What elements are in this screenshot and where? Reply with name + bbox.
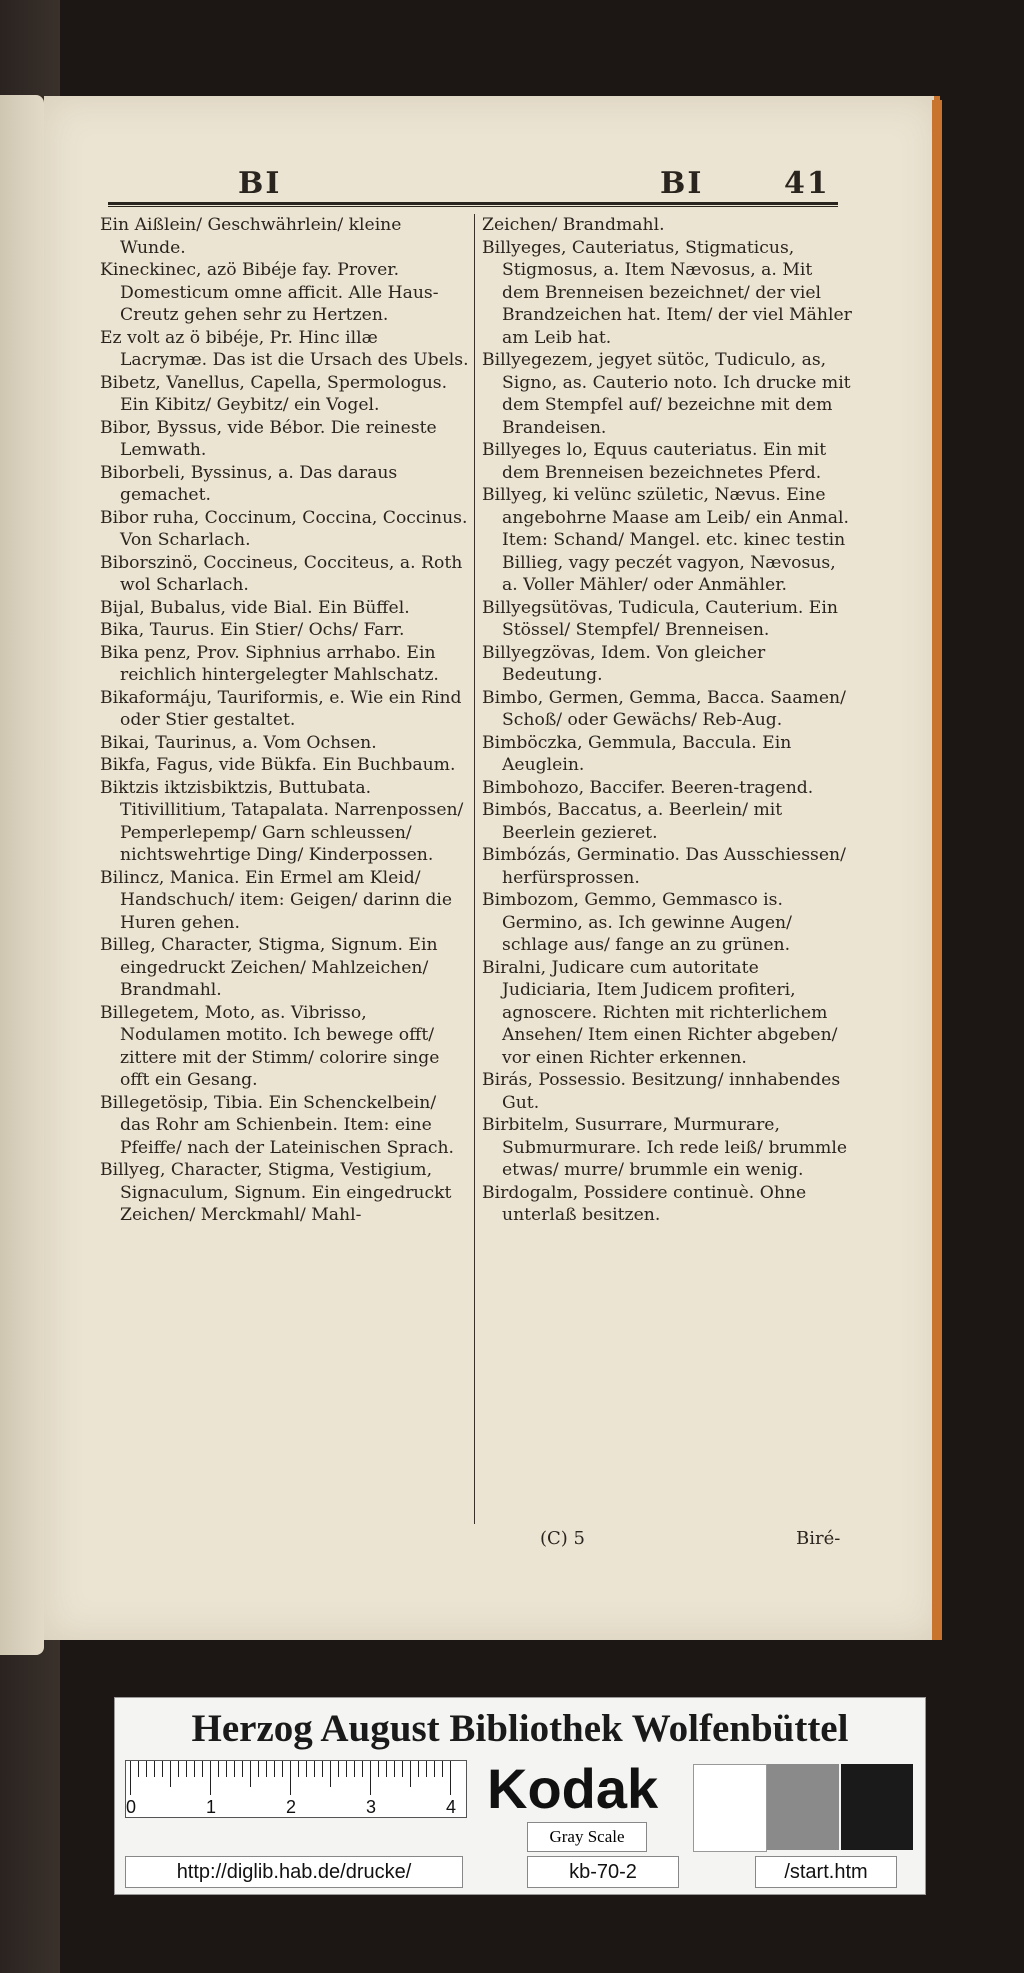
dictionary-entry: Bimbohozo, Baccifer. Beeren-tragend. bbox=[482, 777, 814, 798]
catchword: Biré- bbox=[796, 1528, 841, 1549]
ruler-tick bbox=[330, 1761, 331, 1787]
signature-mark: (C) 5 bbox=[540, 1528, 585, 1549]
ruler-tick bbox=[418, 1761, 419, 1777]
dictionary-entry: Bibetz, Vanellus, Capella, Spermologus. Ein Kibitz/ Geybitz/ ein Vogel. bbox=[100, 372, 448, 415]
ruler-tick bbox=[402, 1761, 403, 1777]
dictionary-entry: Biborbeli, Byssinus, a. Das daraus gemachet. bbox=[100, 462, 398, 505]
ruler-tick bbox=[426, 1761, 427, 1777]
dictionary-entry: Birás, Possessio. Besitzung/ innhabendes Gut. bbox=[482, 1070, 841, 1113]
header-right: BI bbox=[660, 166, 704, 201]
dictionary-entry: Billyeg, ki velünc születic, Nævus. Eine angebohrne Maase am Leib/ ein Anmal. Item: Schand/ Mangel. etc. kinec testin Billieg, vagy peczét vagyon, Nævosus, a. Voller Mähler/ oder Anmähler. bbox=[482, 485, 849, 595]
dictionary-entry: Billyegezem, jegyet sütöc, Tudiculo, as, Signo, as. Cauterio noto. Ich drucke mit dem Stempfel auf/ bezeichne mit dem Brandeisen. bbox=[482, 350, 851, 438]
page-edge bbox=[932, 100, 942, 1640]
ruler-tick bbox=[354, 1761, 355, 1777]
swatch-white bbox=[693, 1764, 767, 1852]
page-number: 41 bbox=[784, 166, 830, 201]
ruler-tick bbox=[314, 1761, 315, 1777]
dictionary-entry: Bikaformáju, Tauriformis, e. Wie ein Rind oder Stier gestaltet. bbox=[100, 687, 462, 730]
dictionary-entry: Bibor ruha, Coccinum, Coccina, Coccinus. Von Scharlach. bbox=[100, 507, 468, 550]
ruler-tick bbox=[266, 1761, 267, 1777]
ruler-number: 4 bbox=[446, 1797, 457, 1817]
dictionary-entry: Biborszinö, Coccineus, Cocciteus, a. Roth wol Scharlach. bbox=[100, 552, 463, 595]
ruler-tick bbox=[162, 1761, 163, 1777]
color-card bbox=[114, 1697, 926, 1895]
ruler-tick bbox=[386, 1761, 387, 1777]
ruler-number: 0 bbox=[126, 1797, 137, 1817]
dictionary-entry: Billyegzövas, Idem. Von gleicher Bedeutung. bbox=[482, 642, 766, 685]
ruler-tick bbox=[322, 1761, 323, 1777]
ruler-tick bbox=[202, 1761, 203, 1777]
ruler-tick bbox=[218, 1761, 219, 1777]
column-divider bbox=[474, 214, 475, 1524]
ruler-tick bbox=[410, 1761, 411, 1787]
ruler-tick bbox=[170, 1761, 171, 1787]
ruler-number: 3 bbox=[366, 1797, 377, 1817]
ruler-tick bbox=[290, 1761, 291, 1795]
dictionary-entry: Bimböczka, Gemmula, Baccula. Ein Aeuglein. bbox=[482, 732, 792, 775]
dictionary-entry: Biralni, Judicare cum autoritate Judiciaria, Item Judicem profiteri, agnoscere. Richten mit richterlichem Ansehen/ Item einen Richter abgeben/ vor einen Richter erkennen. bbox=[482, 957, 838, 1068]
ruler-tick bbox=[434, 1761, 435, 1777]
ruler-tick bbox=[362, 1761, 363, 1777]
dictionary-entry: Bika, Taurus. Ein Stier/ Ochs/ Farr. bbox=[100, 620, 405, 640]
dictionary-entry: Birdogalm, Possidere continuè. Ohne unterlaß besitzen. bbox=[482, 1182, 807, 1225]
left-column bbox=[100, 214, 470, 1227]
dictionary-entry: Ein Aißlein/ Geschwährlein/ kleine Wunde. bbox=[100, 215, 402, 258]
dictionary-entry: Bibor, Byssus, vide Bébor. Die reineste Lemwath. bbox=[100, 417, 437, 460]
ruler-tick bbox=[298, 1761, 299, 1777]
dictionary-entry: Bikfa, Fagus, vide Bükfa. Ein Buchbaum. bbox=[100, 755, 456, 775]
ruler-tick bbox=[442, 1761, 443, 1777]
dictionary-entry: Bimbózás, Germinatio. Das Ausschiessen/ herfürsprossen. bbox=[482, 845, 846, 888]
header-left: BI bbox=[238, 166, 282, 201]
dictionary-entry: Biktzis iktzisbiktzis, Buttubata. Titivillitium, Tatapalata. Narrenpossen/ Pemperlepemp/ Garn schleussen/ nichtswehrtige Ding/ Kinderpossen. bbox=[100, 777, 464, 865]
header-rule bbox=[108, 202, 838, 205]
swatch-black bbox=[841, 1764, 913, 1850]
dictionary-entry: Bijal, Bubalus, vide Bial. Ein Büffel. bbox=[100, 597, 410, 618]
url-label: http://diglib.hab.de/drucke/ bbox=[125, 1856, 463, 1888]
swatch-gray bbox=[767, 1764, 839, 1850]
ruler-tick bbox=[186, 1761, 187, 1777]
dictionary-entry: Bimbo, Germen, Gemma, Bacca. Saamen/ Schoß/ oder Gewächs/ Reb-Aug. bbox=[482, 687, 846, 730]
dictionary-entry: Ez volt az ö bibéje, Pr. Hinc illæ Lacrymæ. Das ist die Ursach des Ubels. bbox=[100, 327, 469, 370]
ruler-tick bbox=[378, 1761, 379, 1777]
ruler-tick bbox=[226, 1761, 227, 1777]
ruler-tick bbox=[346, 1761, 347, 1777]
dictionary-entry: Billyeg, Character, Stigma, Vestigium, Signaculum, Signum. Ein eingedruckt Zeichen/ Merckmahl/ Mahl- bbox=[100, 1160, 452, 1225]
dictionary-entry: Zeichen/ Brandmahl. bbox=[482, 215, 665, 235]
ruler-tick bbox=[338, 1761, 339, 1777]
scale-ruler bbox=[125, 1760, 467, 1818]
ruler-tick bbox=[138, 1761, 139, 1777]
dictionary-entry: Billegetösip, Tibia. Ein Schenckelbein/ das Rohr am Schienbein. Item: eine Pfeiffe/ nach der Lateinischen Sprach. bbox=[100, 1092, 454, 1158]
ruler-tick bbox=[130, 1761, 131, 1795]
dictionary-entry: Billegetem, Moto, as. Vibrisso, Nodulamen motito. Ich bewege offt/ zittere mit der Stimm/ colorire singe offt ein Gesang. bbox=[100, 1002, 440, 1090]
gray-scale-label: Gray Scale bbox=[527, 1822, 647, 1852]
right-column bbox=[482, 214, 852, 1227]
dictionary-entry: Birbitelm, Susurrare, Murmurare, Submurmurare. Ich rede leiß/ brummle etwas/ murre/ brummle ein wenig. bbox=[482, 1115, 848, 1180]
library-title: Herzog August Bibliothek Wolfenbüttel bbox=[191, 1707, 849, 1750]
dictionary-entry: Kineckinec, azö Bibéje fay. Prover. Domesticum omne afficit. Alle Haus-Creutz gehen sehr zu Hertzen. bbox=[100, 260, 439, 325]
ruler-tick bbox=[258, 1761, 259, 1777]
dictionary-entry: Billyeges, Cauteriatus, Stigmaticus, Stigmosus, a. Item Nævosus, a. Mit dem Brenneisen bezeichnet/ der viel Brandzeichen hat. Item/ der viel Mähler am Leib hat. bbox=[482, 237, 852, 348]
previous-page-edge bbox=[0, 95, 44, 1655]
dictionary-entry: Billeg, Character, Stigma, Signum. Ein eingedruckt Zeichen/ Mahlzeichen/ Brandmahl. bbox=[100, 935, 438, 1000]
start-label: /start.htm bbox=[755, 1856, 897, 1888]
dictionary-entry: Billyegsütövas, Tudicula, Cauterium. Ein Stössel/ Stempfel/ Brenneisen. bbox=[482, 597, 838, 640]
ruler-tick bbox=[234, 1761, 235, 1777]
dictionary-entry: Billyeges lo, Equus cauteriatus. Ein mit dem Brenneisen bezeichnetes Pferd. bbox=[482, 440, 827, 483]
ruler-number: 2 bbox=[286, 1797, 297, 1817]
dictionary-entry: Bilincz, Manica. Ein Ermel am Kleid/ Handschuch/ item: Geigen/ darinn die Huren gehen. bbox=[100, 867, 453, 933]
dictionary-entry: Bimbós, Baccatus, a. Beerlein/ mit Beerlein gezieret. bbox=[482, 800, 783, 843]
ruler-tick bbox=[282, 1761, 283, 1777]
ruler-tick bbox=[178, 1761, 179, 1777]
ruler-tick bbox=[210, 1761, 211, 1795]
ruler-tick bbox=[274, 1761, 275, 1777]
header-rule-thin bbox=[108, 206, 838, 207]
ruler-tick bbox=[306, 1761, 307, 1777]
ruler-tick bbox=[250, 1761, 251, 1787]
ruler-tick bbox=[370, 1761, 371, 1795]
ruler-number: 1 bbox=[206, 1797, 217, 1817]
kodak-logo: Kodak bbox=[487, 1757, 659, 1820]
ruler-tick bbox=[194, 1761, 195, 1777]
ruler-tick bbox=[450, 1761, 451, 1795]
ruler-tick bbox=[394, 1761, 395, 1777]
shelfmark-label: kb-70-2 bbox=[527, 1856, 679, 1888]
dictionary-entry: Bikai, Taurinus, a. Vom Ochsen. bbox=[100, 732, 377, 753]
ruler-tick bbox=[154, 1761, 155, 1777]
dictionary-entry: Bika penz, Prov. Siphnius arrhabo. Ein reichlich hintergelegter Mahlschatz. bbox=[100, 642, 439, 685]
ruler-tick bbox=[146, 1761, 147, 1777]
ruler-tick bbox=[242, 1761, 243, 1777]
dictionary-entry: Bimbozom, Gemmo, Gemmasco is. Germino, as. Ich gewinne Augen/ schlage aus/ fange an zu grünen. bbox=[482, 890, 792, 955]
